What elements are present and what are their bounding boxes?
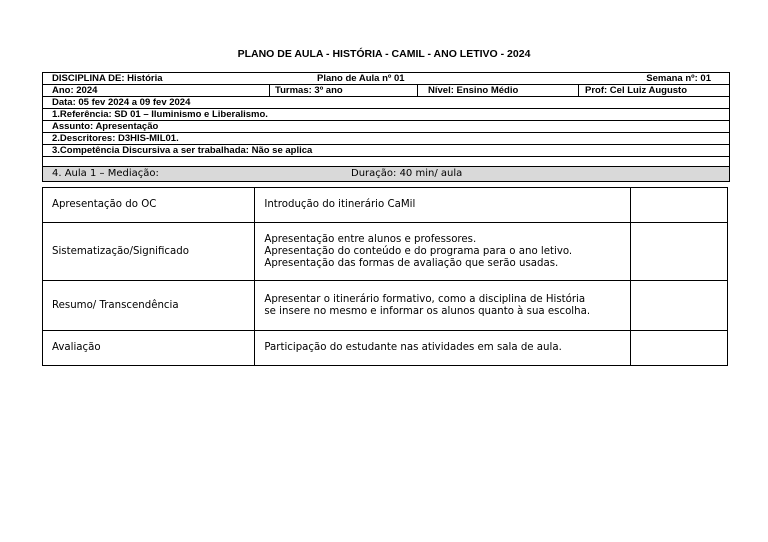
table-row <box>43 188 728 223</box>
date-field: Data: 05 fev 2024 a 09 fev 2024 <box>52 97 191 108</box>
content-line: Apresentar o itinerário formativo, como a disciplina de História <box>264 293 586 305</box>
level-field: Nível: Ensino Médio <box>428 85 519 96</box>
content-line: Participação do estudante nas atividades em sala de aula. <box>264 342 562 353</box>
row-label: Apresentação do OC <box>43 188 255 223</box>
competence-field: 3.Competência Discursiva a ser trabalhada: Não se aplica <box>52 145 313 156</box>
row-content <box>255 188 631 223</box>
mediation-table <box>42 187 728 366</box>
content-line: se insere no mesmo e informar os alunos quanto à sua escolha. <box>264 305 591 317</box>
content-line: Apresentação do conteúdo e do programa para o ano letivo. <box>264 245 573 257</box>
duration-field: Duração: 40 min/ aula <box>351 168 463 179</box>
year-field: Ano: 2024 <box>52 85 98 96</box>
descriptors-field: 2.Descritores: D3HIS-MIL01. <box>52 133 179 144</box>
row-label: Resumo/ Transcendência <box>43 281 255 331</box>
row-extra-cell <box>630 281 727 331</box>
discipline-field: DISCIPLINA DE: História <box>52 73 163 84</box>
lesson-mediation-row <box>43 167 729 182</box>
reference-field: 1.Referência: SD 01 – Iluminismo e Liberalismo. <box>52 109 268 120</box>
page-title: PLANO DE AULA - HISTÓRIA - CAMIL - ANO LETIVO - 2024 <box>237 48 531 60</box>
lesson-mediation-label: 4. Aula 1 – Mediação: <box>52 168 159 179</box>
row-label: Avaliação <box>43 331 255 366</box>
row-extra-cell <box>630 223 727 281</box>
header-row-descriptors <box>43 133 729 145</box>
row-content <box>255 331 631 366</box>
table-row <box>43 331 728 366</box>
week-number: Semana nº: 01 <box>646 73 711 84</box>
divider <box>269 85 270 96</box>
content-line: Apresentação das formas de avaliação que serão usadas. <box>264 257 559 269</box>
header-row-year <box>43 85 729 97</box>
header-row-subject <box>43 121 729 133</box>
row-content <box>255 223 631 281</box>
header-row-date <box>43 97 729 109</box>
divider <box>417 85 418 96</box>
teacher-field: Prof: Cel Luiz Augusto <box>585 85 688 96</box>
row-extra-cell <box>630 188 727 223</box>
divider <box>578 85 579 96</box>
content-line: Apresentação entre alunos e professores. <box>264 233 477 245</box>
classes-field: Turmas: 3º ano <box>275 85 343 96</box>
table-row <box>43 223 728 281</box>
header-row-reference <box>43 109 729 121</box>
table-row <box>43 281 728 331</box>
lesson-plan-number: Plano de Aula nº 01 <box>317 73 405 84</box>
header-row-competence <box>43 145 729 157</box>
row-extra-cell <box>630 331 727 366</box>
lesson-header-table <box>42 72 730 182</box>
row-label: Sistematização/Significado <box>43 223 255 281</box>
empty-row <box>43 157 729 167</box>
header-row-discipline <box>43 73 729 85</box>
content-line: Introdução do itinerário CaMil <box>264 199 416 210</box>
subject-field: Assunto: Apresentação <box>52 121 159 132</box>
row-content <box>255 281 631 331</box>
